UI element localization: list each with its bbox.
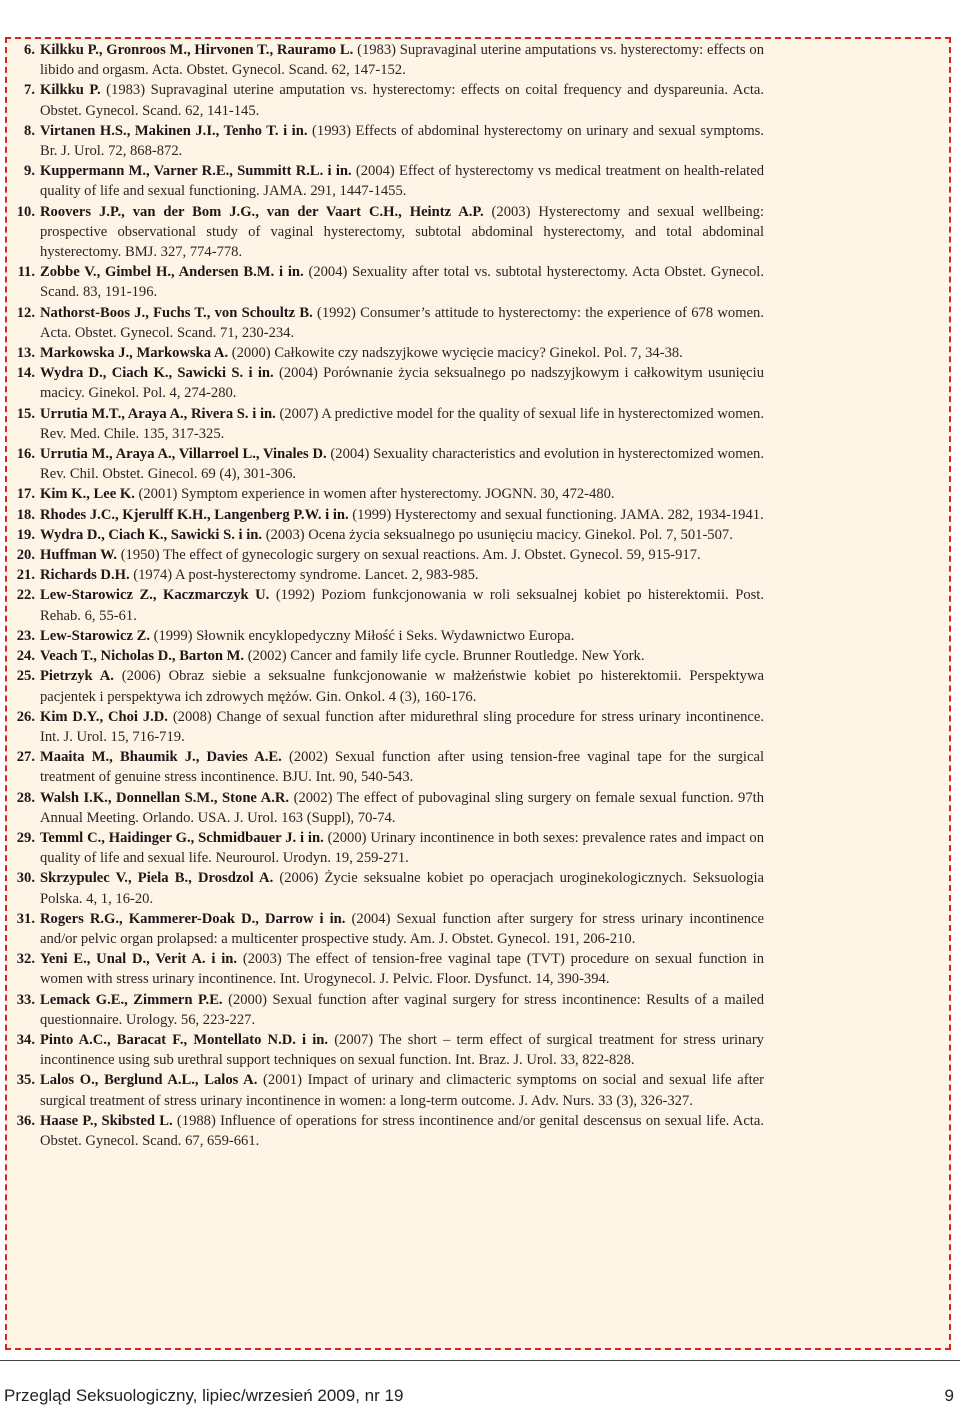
reference-text: (2003) Ocena życia seksualnego po usunięciu macicy. Ginekol. Pol. 7, 501-507. <box>262 526 733 543</box>
reference-authors: Temml C., Haidinger G., Schmidbauer J. i in. <box>40 829 324 846</box>
reference-item <box>6 585 764 625</box>
reference-authors: Kim D.Y., Choi J.D. <box>40 708 168 725</box>
reference-text: (2000) Całkowite czy nadszyjkowe wycięcie macicy? Ginekol. Pol. 7, 34-38. <box>228 345 683 362</box>
reference-authors: Pinto A.C., Baracat F., Montellato N.D. i in. <box>40 1031 329 1048</box>
journal-citation: Przegląd Seksuologiczny, lipiec/wrzesień 2009, nr 19 <box>4 1386 404 1405</box>
reference-item <box>6 747 764 787</box>
reference-authors: Huffman W. <box>40 547 118 564</box>
reference-item <box>6 161 764 201</box>
reference-list <box>6 40 764 1151</box>
reference-authors: Kim K., Lee K. <box>40 486 135 503</box>
reference-item <box>6 707 764 747</box>
reference-authors: Haase P., Skibsted L. <box>40 1112 173 1129</box>
reference-authors: Rhodes J.C., Kjerulff K.H., Langenberg P.W. i in. <box>40 506 349 523</box>
reference-text: (1992) Poziom funkcjonowania w roli seksualnej kobiet po histerektomii. Post. Rehab. 6, 55-61. <box>40 587 764 624</box>
reference-item <box>6 303 764 343</box>
page-footer <box>0 1360 960 1409</box>
reference-item <box>6 525 764 545</box>
reference-text: (2007) The short – term effect of surgical treatment for stress urinary incontinence using sub urethral support techniques on sexual function. Int. Braz. J. Urol. 33, 822-828. <box>40 1031 764 1069</box>
reference-text: (1999) Hysterectomy and sexual functioning. JAMA. 282, 1934-1941. <box>348 506 764 523</box>
reference-number: 32. <box>16 951 35 968</box>
reference-item <box>6 666 764 706</box>
reference-text: (2000) Sexual function after vaginal surgery for stress incontinence: Results of a mailed questionnaire. Urology. 56, 223-227. <box>40 991 764 1028</box>
reference-text: (2004) Sexuality characteristics and evolution in hysterectomized women. Rev. Chil. Obstet. Ginecol. 69 (4), 301-306. <box>40 446 764 483</box>
reference-item <box>6 404 764 444</box>
reference-number: 7. <box>24 82 35 99</box>
reference-number: 21. <box>16 567 35 584</box>
reference-item <box>6 828 764 868</box>
reference-authors: Richards D.H. <box>40 567 130 584</box>
reference-authors: Lew-Starowicz Z. <box>40 627 150 644</box>
reference-item <box>6 1030 764 1070</box>
reference-number: 35. <box>16 1072 35 1089</box>
reference-item <box>6 505 764 525</box>
reference-authors: Nathorst-Boos J., Fuchs T., von Schoultz B. <box>40 304 313 321</box>
reference-authors: Lew-Starowicz Z., Kaczmarczyk U. <box>40 587 270 604</box>
reference-number: 29. <box>16 829 35 846</box>
reference-item <box>6 990 764 1030</box>
reference-number: 17. <box>16 486 35 503</box>
reference-number: 11. <box>17 264 35 281</box>
reference-item <box>6 545 764 565</box>
reference-item <box>6 868 764 908</box>
reference-number: 6. <box>24 42 35 58</box>
reference-authors: Wydra D., Ciach K., Sawicki S. i in. <box>40 365 274 382</box>
reference-number: 10. <box>16 203 35 220</box>
reference-authors: Zobbe V., Gimbel H., Andersen B.M. i in. <box>40 264 304 281</box>
reference-number: 15. <box>16 405 35 422</box>
reference-authors: Kilkku P., Gronroos M., Hirvonen T., Rauramo L. <box>40 42 354 58</box>
reference-text: (2007) A predictive model for the quality of sexual life in hysterectomized women. Rev. Med. Chile. 135, 317-325. <box>40 405 764 442</box>
reference-text: (2004) Effect of hysterectomy vs medical treatment on health-related quality of life and sexual functioning. JAMA. 291, 1447-1455. <box>40 163 764 200</box>
reference-number: 8. <box>24 122 35 139</box>
reference-number: 33. <box>16 991 35 1008</box>
reference-authors: Roovers J.P., van der Bom J.G., van der Vaart C.H., Heintz A.P. <box>40 203 484 220</box>
reference-authors: Rogers R.G., Kammerer-Doak D., Darrow i in. <box>40 910 346 927</box>
reference-item <box>6 363 764 403</box>
reference-authors: Yeni E., Unal D., Verit A. i in. <box>40 951 238 968</box>
reference-item <box>6 80 764 120</box>
reference-text: (2001) Impact of urinary and climacteric symptoms on social and sexual life after surgical treatment of stress urinary incontinence in women: a long-term outcome. J. Adv. Nurs. 33 (3), 326-327. <box>40 1072 764 1109</box>
reference-authors: Skrzypulec V., Piela B., Drosdzol A. <box>40 870 274 887</box>
reference-number: 20. <box>16 547 35 564</box>
reference-text: (2004) Sexuality after total vs. subtotal hysterectomy. Acta Obstet. Gynecol. Scand. 83, 191-196. <box>40 264 765 301</box>
reference-authors: Urrutia M.T., Araya A., Rivera S. i in. <box>40 405 276 422</box>
reference-authors: Kuppermann M., Varner R.E., Summitt R.L. i in. <box>40 163 352 180</box>
reference-text: (2003) Hysterectomy and sexual wellbeing: prospective observational study of vaginal hysterectomy, subtotal abdominal hysterectomy, and total abdominal hysterectomy. BMJ. 327, 774-778. <box>40 203 764 261</box>
reference-text: (2004) Sexual function after surgery for stress urinary incontinence and/or pelvic organ prolapsed: a multicenter prospective study. Am. J. Obstet. Gynecol. 191, 206-210. <box>40 910 764 947</box>
reference-text: (1993) Effects of abdominal hysterectomy on urinary and sexual symptoms. Br. J. Urol. 72, 868-872. <box>40 122 764 160</box>
reference-item <box>6 262 764 302</box>
reference-authors: Kilkku P. <box>40 82 101 99</box>
reference-item <box>6 646 764 666</box>
reference-text: (1983) Supravaginal uterine amputations vs. hysterectomy: effects on libido and orgasm. Acta. Obstet. Gynecol. Scand. 62, 147-152. <box>40 42 764 79</box>
reference-number: 16. <box>16 446 35 463</box>
reference-item <box>6 909 764 949</box>
reference-number: 22. <box>16 587 35 604</box>
reference-authors: Wydra D., Ciach K., Sawicki S. i in. <box>40 526 263 543</box>
reference-item <box>6 202 764 263</box>
reference-text: (2002) The effect of pubovaginal sling surgery on female sexual function. 97th Annual Meeting. Orlando. USA. J. Urol. 163 (Suppl), 70-74. <box>40 789 764 826</box>
reference-number: 9. <box>24 163 35 180</box>
reference-number: 25. <box>16 668 35 685</box>
reference-number: 26. <box>16 708 35 725</box>
reference-text: (1974) A post-hysterectomy syndrome. Lancet. 2, 983-985. <box>129 567 479 584</box>
reference-number: 24. <box>16 648 35 665</box>
reference-text: (2001) Symptom experience in women after hysterectomy. JOGNN. 30, 472-480. <box>134 486 615 503</box>
reference-number: 27. <box>16 749 35 766</box>
reference-item <box>6 626 764 646</box>
reference-number: 30. <box>16 870 35 887</box>
reference-authors: Veach T., Nicholas D., Barton M. <box>40 648 245 665</box>
reference-authors: Maaita M., Bhaumik J., Davies A.E. <box>40 749 282 766</box>
reference-item <box>6 788 764 828</box>
reference-number: 31. <box>16 910 35 927</box>
reference-authors: Lemack G.E., Zimmern P.E. <box>40 991 223 1008</box>
reference-text: (1999) Słownik encyklopedyczny Miłość i Seks. Wydawnictwo Europa. <box>149 627 575 644</box>
reference-item <box>6 484 764 504</box>
reference-text: (2002) Cancer and family life cycle. Brunner Routledge. New York. <box>244 648 645 665</box>
reference-text: (2003) The effect of tension-free vaginal tape (TVT) procedure on sexual function in women with stress urinary incontinence. Int. Urogynecol. J. Pelvic. Floor. Dysfunct. 14, 390-394. <box>40 951 764 988</box>
reference-text: (2008) Change of sexual function after midurethral sling procedure for stress urinary incontinence. Int. J. Urol. 15, 716-719. <box>40 708 764 745</box>
reference-authors: Virtanen H.S., Makinen J.I., Tenho T. i in. <box>40 122 308 139</box>
reference-item <box>6 40 764 80</box>
reference-item <box>6 121 764 161</box>
reference-item <box>6 343 764 363</box>
reference-number: 23. <box>16 627 35 644</box>
reference-authors: Urrutia M., Araya A., Villarroel L., Vinales D. <box>40 446 327 463</box>
reference-text: (1950) The effect of gynecologic surgery on sexual reactions. Am. J. Obstet. Gynecol. 59, 915-917. <box>117 547 701 564</box>
reference-text: (2006) Obraz siebie a seksualne funkcjonowanie w małżeństwie kobiet po histerektomii. Perspektywa pacjentek i perspektywa ich zdrowych mężów. Gin. Onkol. 4 (3), 160-176. <box>40 668 764 705</box>
reference-item <box>6 1070 764 1110</box>
reference-number: 34. <box>16 1031 35 1048</box>
reference-authors: Pietrzyk A. <box>40 668 114 685</box>
reference-text: (1988) Influence of operations for stress incontinence and/or genital descensus on sexual life. Acta. Obstet. Gynecol. Scand. 67, 659-661. <box>40 1112 764 1149</box>
reference-item <box>6 949 764 989</box>
reference-item <box>6 1111 764 1151</box>
reference-number: 36. <box>16 1112 35 1129</box>
reference-item <box>6 565 764 585</box>
reference-number: 14. <box>16 365 35 382</box>
reference-number: 28. <box>16 789 35 806</box>
reference-text: (2006) Życie seksualne kobiet po operacjach uroginekologicznych. Seksuologia Polska. 4, 1, 16-20. <box>40 870 764 907</box>
reference-text: (2002) Sexual function after using tension-free vaginal tape for the surgical treatment of genuine stress incontinence. BJU. Int. 90, 540-543. <box>40 749 764 786</box>
reference-number: 18. <box>16 506 35 523</box>
reference-authors: Lalos O., Berglund A.L., Lalos A. <box>40 1072 258 1089</box>
reference-authors: Walsh I.K., Donnellan S.M., Stone A.R. <box>40 789 290 806</box>
reference-authors: Markowska J., Markowska A. <box>40 345 229 362</box>
reference-item <box>6 444 764 484</box>
reference-text: (2004) Porównanie życia seksualnego po nadszyjkowym i całkowitym usunięciu macicy. Ginekol. Pol. 4, 274-280. <box>40 365 764 402</box>
reference-text: (1983) Supravaginal uterine amputation vs. hysterectomy: effects on coital frequency and dyspareunia. Acta. Obstet. Gynecol. Scand. 62, 141-145. <box>40 82 764 119</box>
reference-text: (1992) Consumer’s attitude to hysterectomy: the experience of 678 women. Acta. Obstet. Gynecol. Scand. 71, 230-234. <box>40 304 764 341</box>
reference-number: 13. <box>16 345 35 362</box>
reference-number: 19. <box>16 526 35 543</box>
reference-number: 12. <box>16 304 35 321</box>
footer-rule <box>0 1360 960 1361</box>
page-number: 9 <box>944 1386 954 1405</box>
reference-text: (2000) Urinary incontinence in both sexes: prevalence rates and impact on quality of life and sexual life. Neurourol. Urodyn. 19, 259-271. <box>40 829 765 867</box>
